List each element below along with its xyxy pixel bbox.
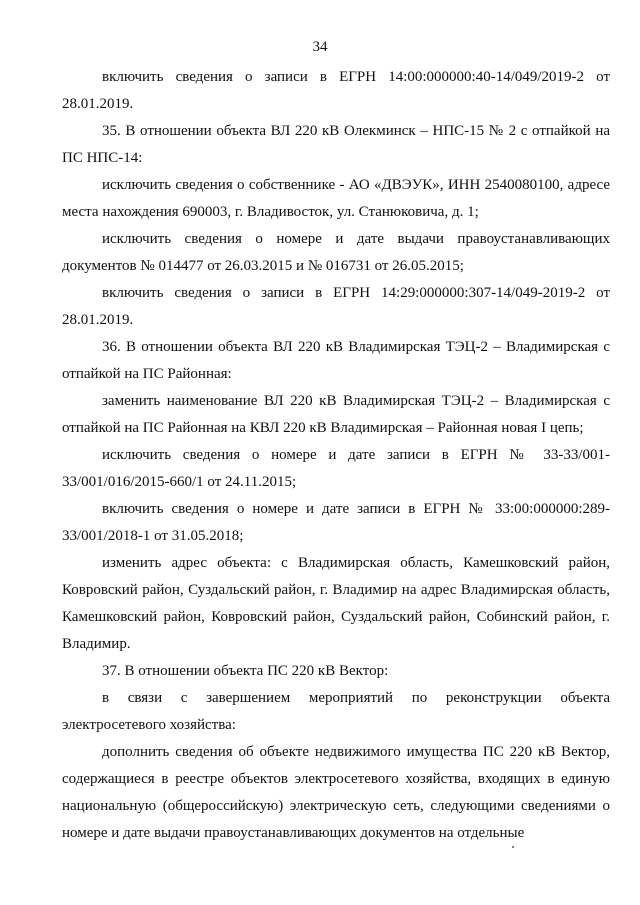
paragraph-exclude-egrn-record: исключить сведения о номере и дате записи в ЕГРН № 33-33/001-33/001/016/2015-660/1 от 24.11.2015; xyxy=(62,447,610,490)
paragraph-exclude-owner: исключить сведения о собственнике - АО «ДВЭУК», ИНН 2540080100, адресе места нахождения 690003, г. Владивосток, ул. Станюковича, д. 1; xyxy=(62,177,610,220)
paragraph-change-address: изменить адрес объекта: с Владимирская область, Камешковский район, Ковровский район, Суздальский район, г. Владимир на адрес Владимирская область, Камешковский район, Ковровский район, Суздальский район, Собинский район, г. Владимир. xyxy=(62,555,610,652)
paragraph-item-35-heading: 35. В отношении объекта ВЛ 220 кВ Олекминск – НПС-15 № 2 с отпайкой на ПС НПС-14: xyxy=(62,123,610,166)
paragraph-item-36-heading: 36. В отношении объекта ВЛ 220 кВ Владимирская ТЭЦ-2 – Владимирская с отпайкой на ПС Районная: xyxy=(62,339,610,382)
paragraph-egrn-record-34: включить сведения о записи в ЕГРН 14:00:000000:40-14/049/2019-2 от 28.01.2019. xyxy=(62,69,610,112)
paragraph-item-37-heading: 37. В отношении объекта ПС 220 кВ Вектор: xyxy=(102,663,389,679)
paragraph-include-egrn-record: включить сведения о записи в ЕГРН 14:29:000000:307-14/049-2019-2 от 28.01.2019. xyxy=(62,285,610,328)
paragraph-reconstruction: в связи с завершением мероприятий по реконструкции объекта электросетевого хозяйства: xyxy=(62,690,610,733)
paragraph-supplement-info: дополнить сведения об объекте недвижимого имущества ПС 220 кВ Вектор, содержащиеся в реестре объектов электросетевого хозяйства, входящих в единую национальную (общероссийскую) электрическую сеть, следующими сведениями о номере и дате выдачи правоустанавливающих документов на отдельные xyxy=(62,744,610,841)
document-body xyxy=(62,64,610,847)
paragraph-include-egrn-number: включить сведения о номере и дате записи в ЕГРН № 33:00:000000:289-33/001/2018-1 от 31.05.2018; xyxy=(62,501,610,544)
paragraph-rename-line: заменить наименование ВЛ 220 кВ Владимирская ТЭЦ-2 – Владимирская с отпайкой на ПС Районная на КВЛ 220 кВ Владимирская – Районная новая I цепь; xyxy=(62,393,610,436)
paragraph-exclude-documents: исключить сведения о номере и дате выдачи правоустанавливающих документов № 014477 от 26.03.2015 и № 016731 от 26.05.2015; xyxy=(62,231,610,274)
page-number: 34 xyxy=(312,39,328,55)
scan-speck xyxy=(512,846,514,848)
